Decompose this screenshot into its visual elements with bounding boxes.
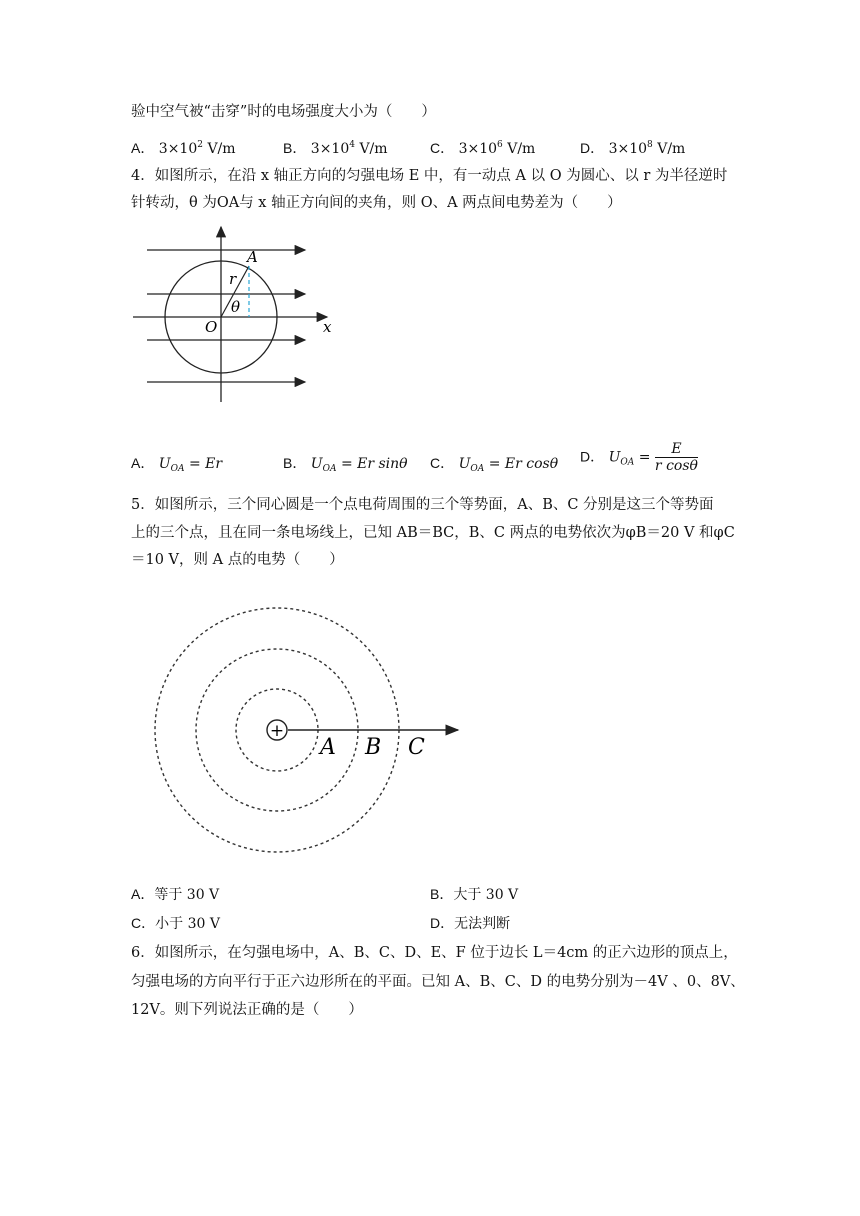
label-b: B: [365, 735, 382, 760]
q5-stem-line3: ＝10 V，则 A 点的电势（ ）: [131, 552, 344, 568]
q4-option-b: B． $U_{OA} = Er$ sinθ: [283, 455, 408, 474]
q4-figure: [125, 222, 355, 412]
fraction: $\frac{E}{\text{r cosθ}}$: [654, 441, 698, 474]
label-c: C: [408, 735, 425, 760]
q4-option-a: A． $U_{OA} = Er$: [131, 455, 223, 474]
label-a: A: [320, 735, 336, 760]
q6-stem-line2: 匀强电场的方向平行于正六边形所在的平面。已知 A、B、C、D 的电势分别为－4V 、0、8V、: [131, 974, 745, 990]
q5-option-b: B．大于 30 V: [430, 886, 519, 903]
label-theta: θ: [231, 298, 241, 316]
q5-option-a: A．等于 30 V: [131, 886, 220, 903]
q3-option-a: A． $3\times 10^2$ V/m: [131, 140, 236, 157]
q5-option-d: D．无法判断: [430, 915, 511, 932]
q6-stem-line1: 6．如图所示，在匀强电场中，A、B、C、D、E、F 位于边长 L＝4cm 的正六边形的顶点上，: [131, 945, 738, 961]
q5-figure: [140, 600, 470, 860]
q4-stem-line1: 4．如图所示，在沿 x 轴正方向的匀强电场 E 中，有一动点 A 以 O 为圆心、以 r 为半径逆时: [131, 168, 728, 184]
q3-option-d: D． $3\times 10^8$ V/m: [580, 140, 686, 157]
q5-stem-line2: 上的三个点，且在同一条电场线上，已知 AB＝BC，B、C 两点的电势依次为φB＝20 V 和φC: [131, 525, 735, 541]
q5-stem-line1: 5．如图所示，三个同心圆是一个点电荷周围的三个等势面，A、B、C 分别是这三个等势面: [131, 497, 714, 513]
label-x: x: [323, 318, 332, 336]
q4-option-d: D． $U_{OA}$ = $\frac{E}{\text{r cosθ}}$: [580, 441, 698, 474]
q3-option-c: C． $3\times 10^6$ V/m: [430, 140, 536, 157]
q6-stem-line3: 12V。则下列说法正确的是（ ）: [131, 1002, 363, 1018]
q5-option-c: C．小于 30 V: [131, 915, 220, 932]
q4-stem-line2: 针转动，θ 为OA与 x 轴正方向间的夹角，则 O、A 两点间电势差为（ ）: [131, 195, 622, 211]
label-o: O: [205, 318, 218, 336]
q4-option-c: C． $U_{OA} = Er$ cosθ: [430, 455, 559, 474]
label-r: r: [229, 270, 237, 288]
label-a: A: [247, 248, 258, 266]
q3-stem-end: 验中空气被“击穿”时的电场强度大小为（ ）: [131, 104, 436, 120]
charge-sign: +: [269, 721, 285, 741]
q3-option-b: B． $3\times 10^4$ V/m: [283, 140, 388, 157]
